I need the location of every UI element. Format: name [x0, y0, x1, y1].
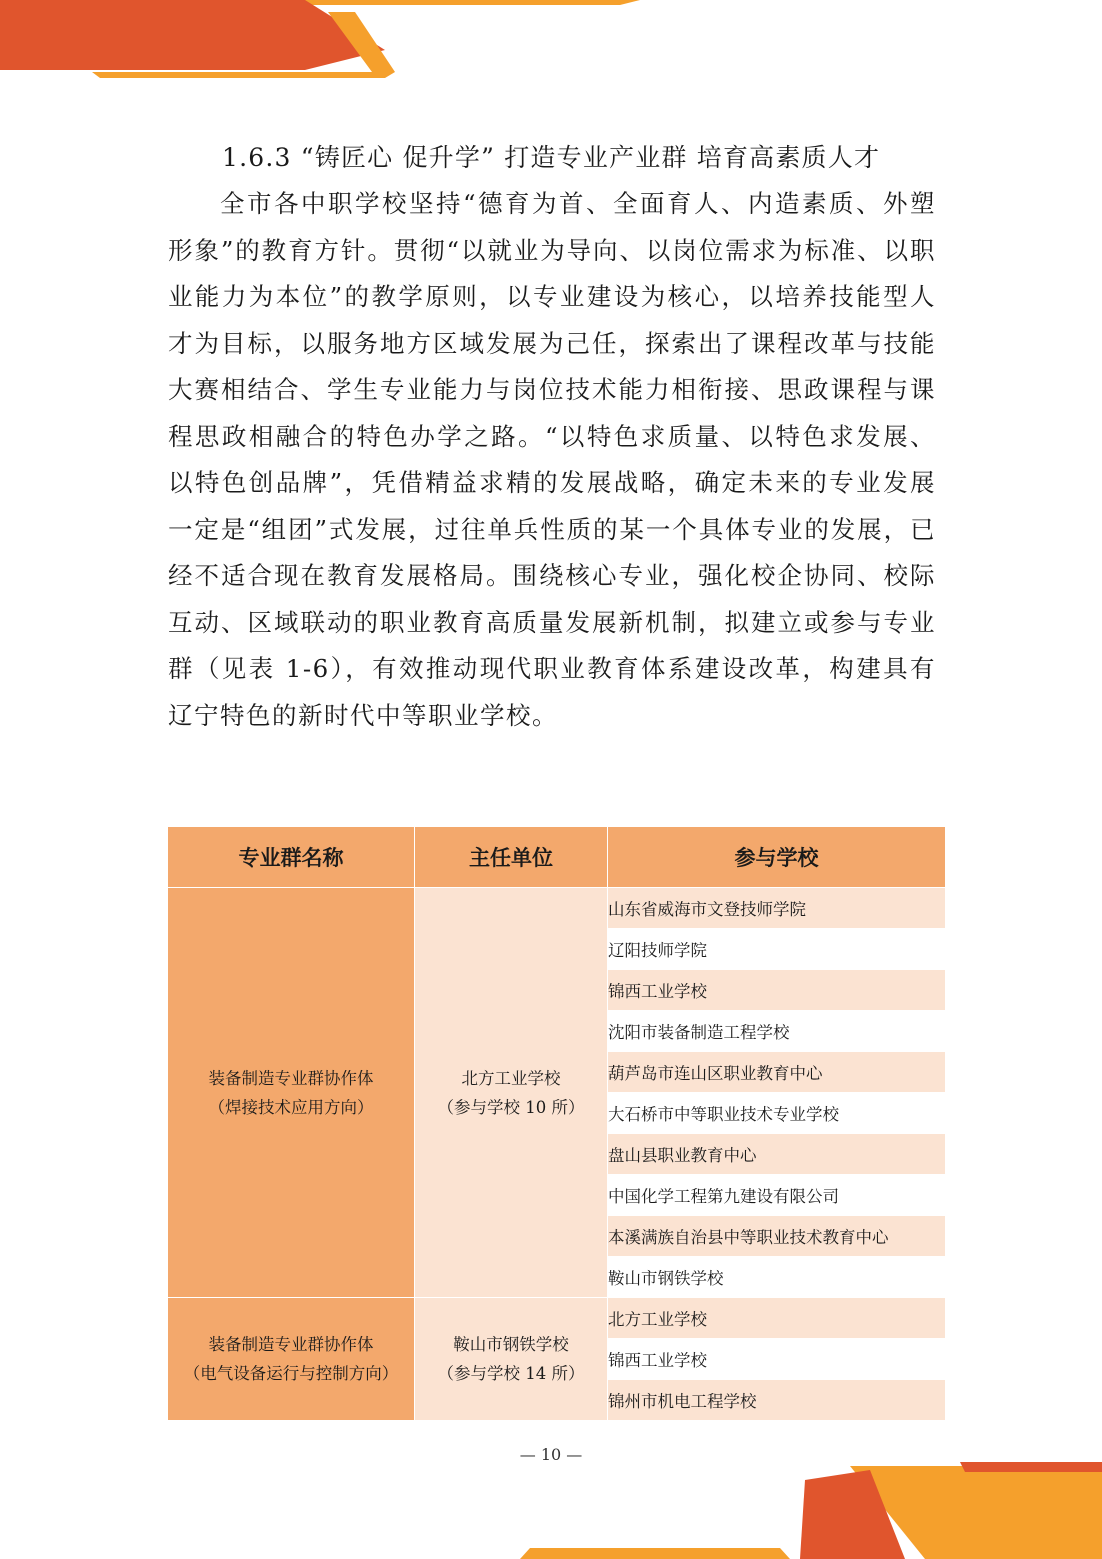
lead-unit-count: （参与学校 10 所） — [437, 1097, 585, 1117]
lead-unit-name: 鞍山市钢铁学校 — [453, 1335, 569, 1354]
body-paragraph-1: 全市各中职学校坚持“德育为首、全面育人、内造素质、外塑形象”的教育方针。贯彻“以就业为导向、以岗位需求为标准、以职业能力为本位”的教学原则，以专业建设为核心，以培养技能型人才为目标，以服务地方区域发展为己任，探索出了课程改革与技能大赛相结合、学生专业能力与岗位技术能力相衔接、思政课程与课程思政相融合的特色办学之路。“以特色求质量、以特色求发展、以特色创品牌”，凭借精益求精的发展战略，确定未来的专业发展一定是“组团”式发展，过往单兵性质的某一个具体专业的发展，已经不适合现在教育发展格局。围绕核心专业，强化校企协同、校际互动、区域联动的职业教育高质量发展新机制，拟建立或参与专业群（见表 1-6），有效推动现代职业教育体系建设改革，构建具有辽宁特色的新时代中等职业学校。 — [168, 189, 936, 730]
lead-unit-count: （参与学校 14 所） — [437, 1364, 585, 1383]
school-cell: 中国化学工程第九建设有限公司 — [608, 1175, 946, 1216]
group-direction-line: （焊接技术应用方向） — [208, 1097, 374, 1117]
school-cell: 大石桥市中等职业技术专业学校 — [608, 1093, 946, 1134]
school-cell: 葫芦岛市连山区职业教育中心 — [608, 1052, 946, 1093]
school-cell: 山东省威海市文登技师学院 — [608, 888, 946, 929]
school-cell: 鞍山市钢铁学校 — [608, 1257, 946, 1298]
school-cell: 盘山县职业教育中心 — [608, 1134, 946, 1175]
group-name-cell — [168, 888, 415, 1298]
professional-group-table — [167, 826, 946, 1421]
group-name-cell — [168, 1298, 415, 1421]
page-number: — 10 — — [519, 1445, 583, 1464]
school-cell: 本溪满族自治县中等职业技术教育中心 — [608, 1216, 946, 1257]
school-cell: 辽阳技师学院 — [608, 929, 946, 970]
section-heading: 1.6.3 “铸匠心 促升学” 打造专业产业群 培育高素质人才 — [222, 143, 881, 172]
group-direction-line: （电气设备运行与控制方向） — [183, 1364, 399, 1383]
table-header-row — [168, 827, 946, 888]
school-cell: 锦西工业学校 — [608, 1339, 946, 1380]
lead-unit-cell — [415, 888, 608, 1298]
school-cell: 北方工业学校 — [608, 1298, 946, 1339]
bottom-right-banner — [520, 1462, 1102, 1559]
header-group-name: 专业群名称 — [168, 827, 415, 888]
table-row — [168, 888, 946, 929]
school-cell: 沈阳市装备制造工程学校 — [608, 1011, 946, 1052]
lead-unit-name: 北方工业学校 — [461, 1068, 561, 1088]
school-cell: 锦州市机电工程学校 — [608, 1380, 946, 1421]
group-name-line: 装备制造专业群协作体 — [208, 1068, 374, 1088]
header-lead-unit: 主任单位 — [415, 827, 608, 888]
school-cell: 锦西工业学校 — [608, 970, 946, 1011]
group-name-line: 装备制造专业群协作体 — [208, 1335, 374, 1354]
table-row — [168, 1298, 946, 1339]
top-left-banner — [0, 0, 640, 78]
header-participating-schools: 参与学校 — [608, 827, 946, 888]
lead-unit-cell — [415, 1298, 608, 1421]
